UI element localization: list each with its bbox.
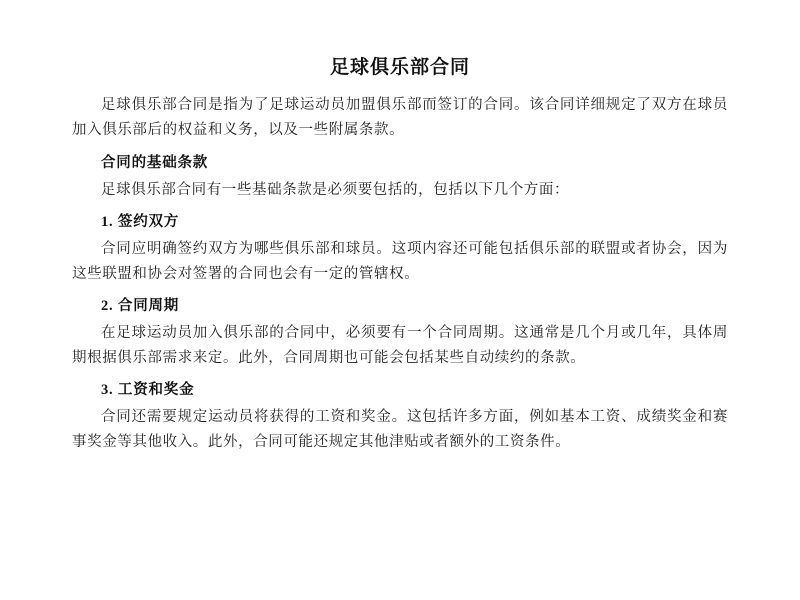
- sub-heading-salary-bonus: 3. 工资和奖金: [101, 382, 195, 398]
- paragraph-intro: 足球俱乐部合同是指为了足球运动员加盟俱乐部而签订的合同。该合同详细规定了双方在球员加入俱乐部后的权益和义务，以及一些附属条款。: [72, 97, 728, 138]
- paragraph-parties: 合同应明确签约双方为哪些俱乐部和球员。这项内容还可能包括俱乐部的联盟或者协会，因为这些联盟和协会对签署的合同也会有一定的管辖权。: [72, 241, 728, 282]
- paragraph-basic-terms-intro: 足球俱乐部合同有一些基础条款是必须要包括的，包括以下几个方面：: [101, 182, 570, 198]
- page-title: 足球俱乐部合同: [329, 57, 470, 78]
- sub-heading-contract-period: 2. 合同周期: [101, 298, 180, 314]
- paragraph-salary-bonus: 合同还需要规定运动员将获得的工资和奖金。这包括许多方面，例如基本工资、成绩奖金和赛事奖金等其他收入。此外，合同可能还规定其他津贴或者额外的工资条件。: [72, 409, 728, 450]
- section-heading-basic-terms: 合同的基础条款: [101, 155, 209, 171]
- sub-heading-parties: 1. 签约双方: [101, 214, 180, 230]
- paragraph-contract-period: 在足球运动员加入俱乐部的合同中，必须要有一个合同周期。这通常是几个月或几年，具体周期根据俱乐部需求来定。此外，合同周期也可能会包括某些自动续约的条款。: [72, 325, 728, 366]
